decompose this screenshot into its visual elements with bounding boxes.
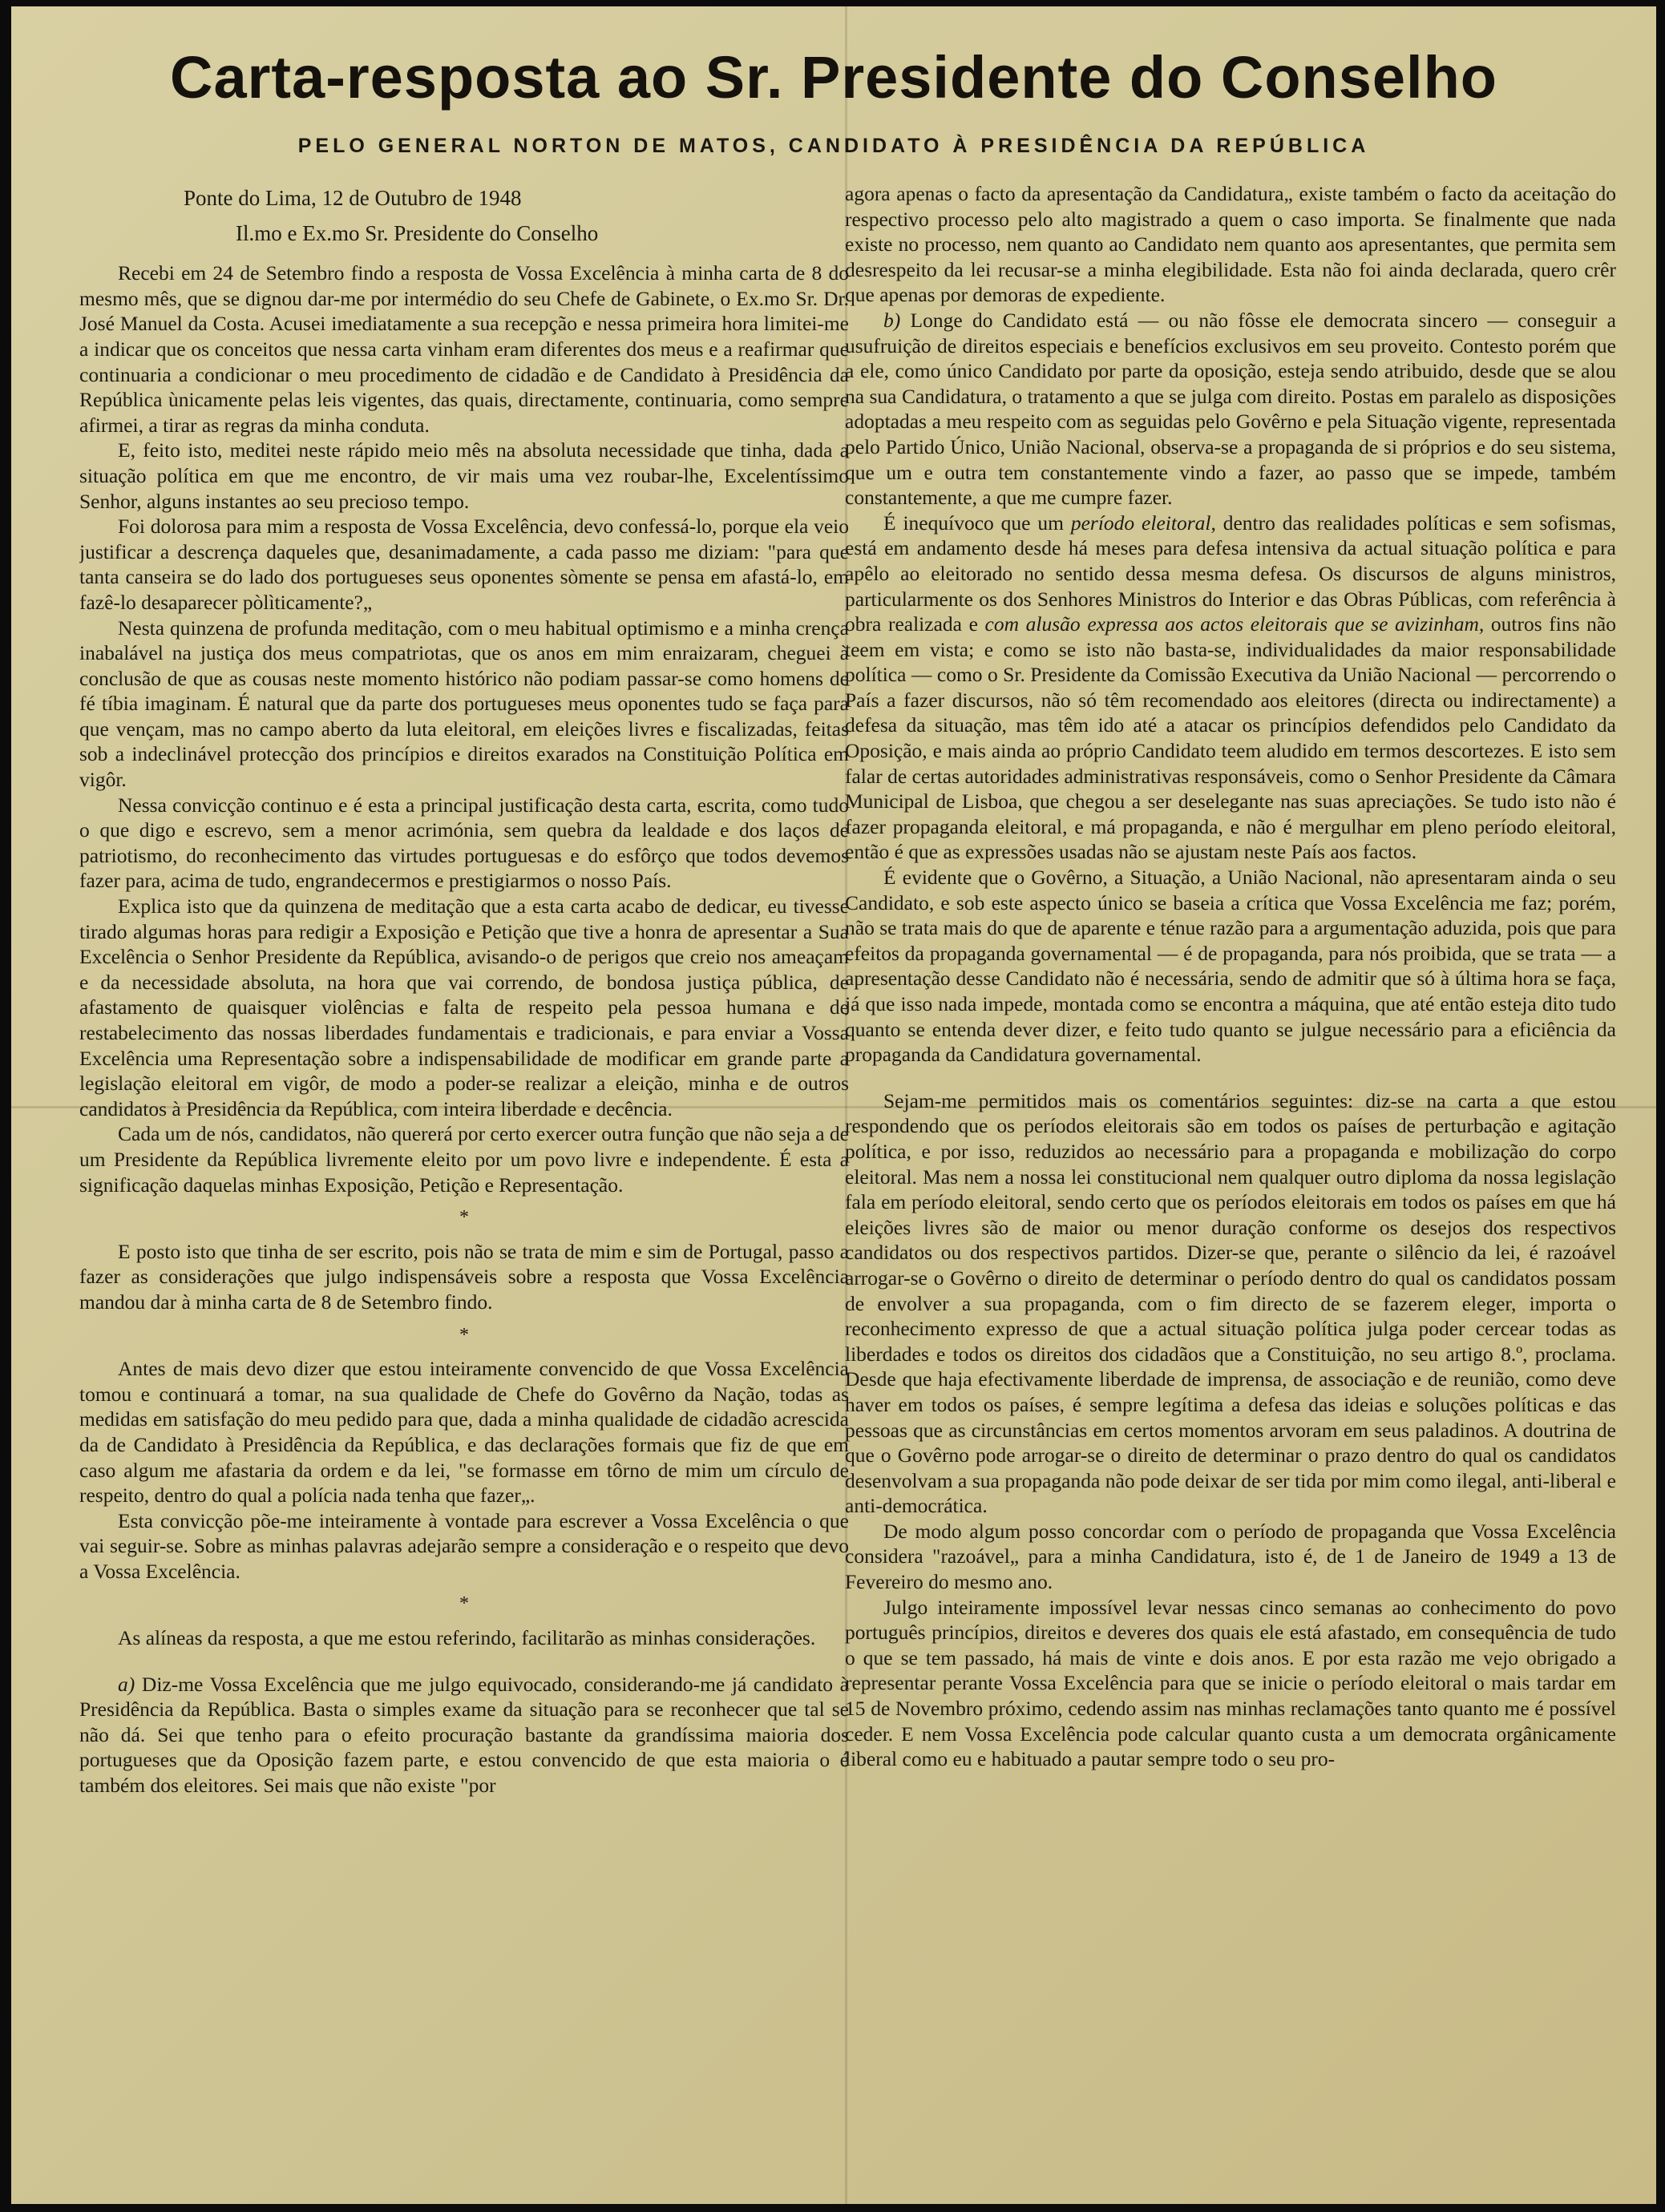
salutation: Il.mo e Ex.mo Sr. Presidente do Conselho <box>236 220 599 245</box>
right-column <box>845 181 1616 2161</box>
page-title: Carta-resposta ao Sr. Presidente do Conselho <box>170 44 1497 111</box>
emphasis: com alusão expressa aos actos eleitorais que se avizinham, <box>984 612 1485 636</box>
paragraph: Esta convicção põe-me inteiramente à vontade para escrever a Vossa Excelência o que vai seguir-se. Sobre as minhas palavras adejarão sempre a consideração e o respeito que devo a Vossa Excelência. <box>79 1508 849 1583</box>
paragraph-continued: agora apenas o facto da apresentação da Candidatura„ existe também o facto da aceitação do respectivo processo pelo alto magistrado a quem o caso importa. Se finalmente que nada existe no processo, nem quanto ao Candidato nem quanto aos apresentantes, que permita sem desrespeito da lei recusar-se a minha elegibilidade. Esta não foi ainda declarada, quero crêr que apenas por demoras de expediente. <box>845 182 1616 307</box>
paragraph: Explica isto que da quinzena de meditação que a esta carta acabo de dedicar, eu tivesse tirado algumas horas para redigir a Exposição e Petição que tive a honra de apresentar a Sua Excelência o Senhor Presidente da República, avisando-o de perigos que creio nos ameaçam e da necessidade absoluta, na hora que vai correndo, de bondosa justiça pública, de afastamento de quaisquer violências e falta de respeito pela pessoa humana e de restabelecimento das nossas liberdades fundamentais e tradicionais, e para enviar a Vossa Excelência uma Representação sobre a indispensabilidade de modificar em grande parte a legislação eleitoral em vigôr, de modo a poder-se realizar a eleição, minha e de outros candidatos à Presidência da República, com inteira liberdade e decência. <box>79 894 849 1120</box>
left-column <box>79 181 849 2161</box>
section-separator: * <box>459 1207 469 1229</box>
page-subtitle: PELO GENERAL NORTON DE MATOS, CANDIDATO À PRESIDÊNCIA DA REPÚBLICA <box>297 135 1370 157</box>
item-label: a) <box>118 1672 135 1696</box>
newspaper-sheet <box>11 6 1656 2204</box>
paragraph <box>845 511 1616 865</box>
section-separator: * <box>459 1324 469 1346</box>
text-run: outros fins não teem em vista; e como se isto não basta-se, individualidades da maior responsabilidade política — como o Sr. Presidente da Comissão Executiva da União Nacional — percorrendo o País a fazer discursos, não só têm recomendado aos eleitores (directa ou indirectamente) a defesa da situação, mas têm ido até a atacar os princípios defendidos pelo Candidato da Oposição, e mais ainda ao próprio Candidato teem aludido em termos descortezes. E isto sem falar de certas autoridades administrativas responsáveis, como o Senhor Presidente da Câmara Municipal de Lisboa, que chegou a ser deselegante nas suas apreciações. Se tudo isto não é fazer propaganda eleitoral, e má propaganda, e não é mergulhar em pleno período eleitoral, então é que as expressões usadas não se ajustam neste País aos factos. <box>845 612 1616 864</box>
paragraph-item-a <box>79 1672 849 1798</box>
item-text: Longe do Candidato está — ou não fôsse ele democrata sincero — conseguir a usufruição de direitos especiais e benefícios exclusivos em seu proveito. Contesto porém que a ele, como único Candidato por parte da oposição, esteja sendo atribuido, desde que se alou na sua Candidatura, o tratamento a que se julga com direito. Postas em paralelo as disposições adoptadas a meu respeito com as seguidas pelo Govêrno e pela Situação vigente, representada pelo Partido Único, União Nacional, observa-se a propaganda de si próprios e do seu sistema, que um e outra tem constantemente vindo a fazer, ao passo que se impede, também constantemente, a que me cumpre fazer. <box>845 308 1616 510</box>
paragraph: Foi dolorosa para mim a resposta de Vossa Excelência, devo confessá-lo, porque ela veio justificar a descrença daqueles que, desanimadamente, a cada passo me diziam: "para que tanta canseira se do lado dos portugueses seus oponentes sòmente se pensa em afastá-lo, em fazê-lo desaparecer pòlìticamente?„ <box>79 515 849 614</box>
paragraph: E, feito isto, meditei neste rápido meio mês na absoluta necessidade que tinha, dada a situação política em que me encontro, de vir mais uma vez roubar-lhe, Excelentíssimo Senhor, alguns instantes ao seu precioso tempo. <box>79 438 849 513</box>
item-text: Diz-me Vossa Excelência que me julgo equivocado, considerando-me já candidato à Presidência da República. Basta o simples exame da situação para se reconhecer que tal se não dá. Sei que tenho para o efeito procuração bastante da grandíssima maioria dos portugueses que da Oposição fazem parte, e estou convencido de que esta maioria o é também dos eleitores. Sei mais que não existe "por <box>79 1672 849 1798</box>
paragraph: Nesta quinzena de profunda meditação, com o meu habitual optimismo e a minha crença inabalável na justiça dos meus compatriotas, que os anos em mim enraizaram, cheguei à conclusão de que as cousas neste momento histórico não podiam passar-se como homens de fé tíbia imaginam. É natural que da parte dos portugueses meus oponentes tudo se faça para que vençam, mas no campo aberto da luta eleitoral, em eleições livres e fiscalizadas, feitas sob a indeclinável protecção dos princípios e direitos exarados na Constituição Política em vigôr. <box>79 616 849 792</box>
paragraph: Julgo inteiramente impossível levar nessas cinco semanas ao conhecimento do povo português princípios, direitos e deveres dos quais ele está afastado, em consequência de tudo o que se tem passado, há mais de vinte e dois anos. E por esta razão me vejo obrigado a representar perante Vossa Excelência para que se inicie o período eleitoral o mais tardar em 15 de Novembro próximo, cedendo assim nas minhas reclamações tanto quanto me é possível ceder. E nem Vossa Excelência pode calcular quanto custa a um democrata orgânicamente liberal como eu e habituado a pautar sempre todo o seu pro- <box>845 1595 1616 1771</box>
paragraph: Nessa convicção continuo e é esta a principal justificação desta carta, escrita, como tudo o que digo e escrevo, sem a menor acrimónia, sem quebra da lealdade e dos laços de patriotismo, do reconhecimento das virtudes portuguesas e do esfôrço que todos devemos fazer para, acima de tudo, engrandecermos e prestigiarmos o nosso País. <box>79 793 849 893</box>
section-separator: * <box>459 1593 469 1615</box>
emphasis: período eleitoral, <box>1070 511 1216 535</box>
text-run: É inequívoco que um <box>883 511 1071 535</box>
paragraph-item-b <box>845 308 1616 511</box>
paragraph: Cada um de nós, candidatos, não quererá por certo exercer outra função que não seja a de um Presidente da República livremente eleito por um povo livre e independente. É esta a significação daquelas minhas Exposição, Petição e Representação. <box>79 1122 849 1197</box>
paragraph: É evidente que o Govêrno, a Situação, a União Nacional, não apresentaram ainda o seu Candidato, e sob este aspecto único se baseia a crítica que Vossa Excelência me faz; porém, não se trata mais do que de aparente e ténue razão para a argumentação aduzida, pois que para efeitos da propaganda governamental — é de propaganda, para nós proibida, que se trata — a apresentação desse Candidato não é necessária, sendo de admitir que só à última hora se faça, já que isso nada impede, montada como se encontra a máquina, que até então esteja dito tudo quanto se entenda dever dizer, e feito tudo quanto se julgue necessário para a eficiência da propaganda da Candidatura governamental. <box>845 866 1616 1067</box>
paragraph: E posto isto que tinha de ser escrito, pois não se trata de mim e sim de Portugal, passo a fazer as considerações que julgo indispensáveis sobre a resposta que Vossa Excelência mandou dar à minha carta de 8 de Setembro findo. <box>79 1239 849 1314</box>
item-label: b) <box>883 308 901 332</box>
paragraph: Antes de mais devo dizer que estou inteiramente convencido de que Vossa Excelência tomou e continuará a tomar, na sua qualidade de Chefe do Govêrno da Nação, todas as medidas em satisfação do meu pedido para que, dada a minha qualidade de cidadão acrescida da de Candidato à Presidência da República, e das declarações formais que fiz de que em caso algum me afastaria da ordem e da lei, "se formasse em tôrno de mim um círculo de respeito, dentro do qual a polícia nada tenha que fazer„. <box>79 1357 849 1508</box>
place-date: Ponte do Lima, 12 de Outubro de 1948 <box>184 186 522 210</box>
paragraph: Recebi em 24 de Setembro findo a resposta de Vossa Excelência à minha carta de 8 do mesmo mês, que se dignou dar-me por intermédio do seu Chefe de Gabinete, o Ex.mo Sr. Dr. José Manuel da Costa. Acusei imediatamente a sua recepção e nessa primeira hora limitei-me a indicar que os conceitos que nessa carta vinham eram diferentes dos meus e a reafirmar que continuaria a condicionar o meu procedimento de cidadão e de Candidato à Presidência da República ùnicamente pelas leis vigentes, das quais, directamente, continuaria, como sempre afirmei, a tirar as regras da minha conduta. <box>79 261 849 437</box>
text-run: dentro das realidades políticas e sem sofismas, está em andamento desde há meses para defesa intensiva da actual situação política e para apêlo ao eleitorado no sentido dessa mesma defesa. Os discursos de alguns ministros, particularmente os dos Senhores Ministros do Interior e das Obras Públicas, com referência à obra realizada e <box>845 511 1616 636</box>
paragraph: De modo algum posso concordar com o período de propaganda que Vossa Excelência considera "razoável„ para a minha Candidatura, isto é, de 1 de Janeiro de 1949 a 13 de Fevereiro do mesmo ano. <box>845 1519 1616 1594</box>
paragraph: As alíneas da resposta, a que me estou referindo, facilitarão as minhas considerações. <box>118 1626 816 1650</box>
paragraph: Sejam-me permitidos mais os comentários seguintes: diz-se na carta a que estou respondendo que os períodos eleitorais são em todos os países de perturbação e agitação política, e por isso, reduzidos ao necessário para a propaganda e mobilização do corpo eleitoral. Mas nem a nossa lei constitucional nem qualquer outro diploma da nossa legislação fala em período eleitoral, sendo certo que os períodos eleitorais em todos os países em que há eleições livres são de maior ou menor duração conforme os desejos dos respectivos candidatos ou dos respectivos partidos. Dizer-se que, perante o silêncio da lei, é razoável arrogar-se o Govêrno o direito de determinar o período dentro do qual os candidatos possam de envolver a sua propaganda, com o fim directo de se fazerem eleger, importa o reconhecimento expresso de que a actual situação política julga poder cercear todas as liberdades e todos os direitos dos cidadãos que a Constituição, no seu artigo 8.º, proclama. Desde que haja efectivamente liberdade de imprensa, de associação e de reunião, como deve haver em todos os países, é sempre legítima a defesa das ideias e soluções políticas e das pessoas que as circunstâncias em certos momentos arvoram em seus paladinos. A doutrina de que o Govêrno pode arrogar-se o direito de determinar o prazo dentro do qual os candidatos desenvolvam a sua propaganda não pode deixar de ser tida por mim como ilegal, anti-liberal e anti-democrática. <box>845 1088 1616 1518</box>
